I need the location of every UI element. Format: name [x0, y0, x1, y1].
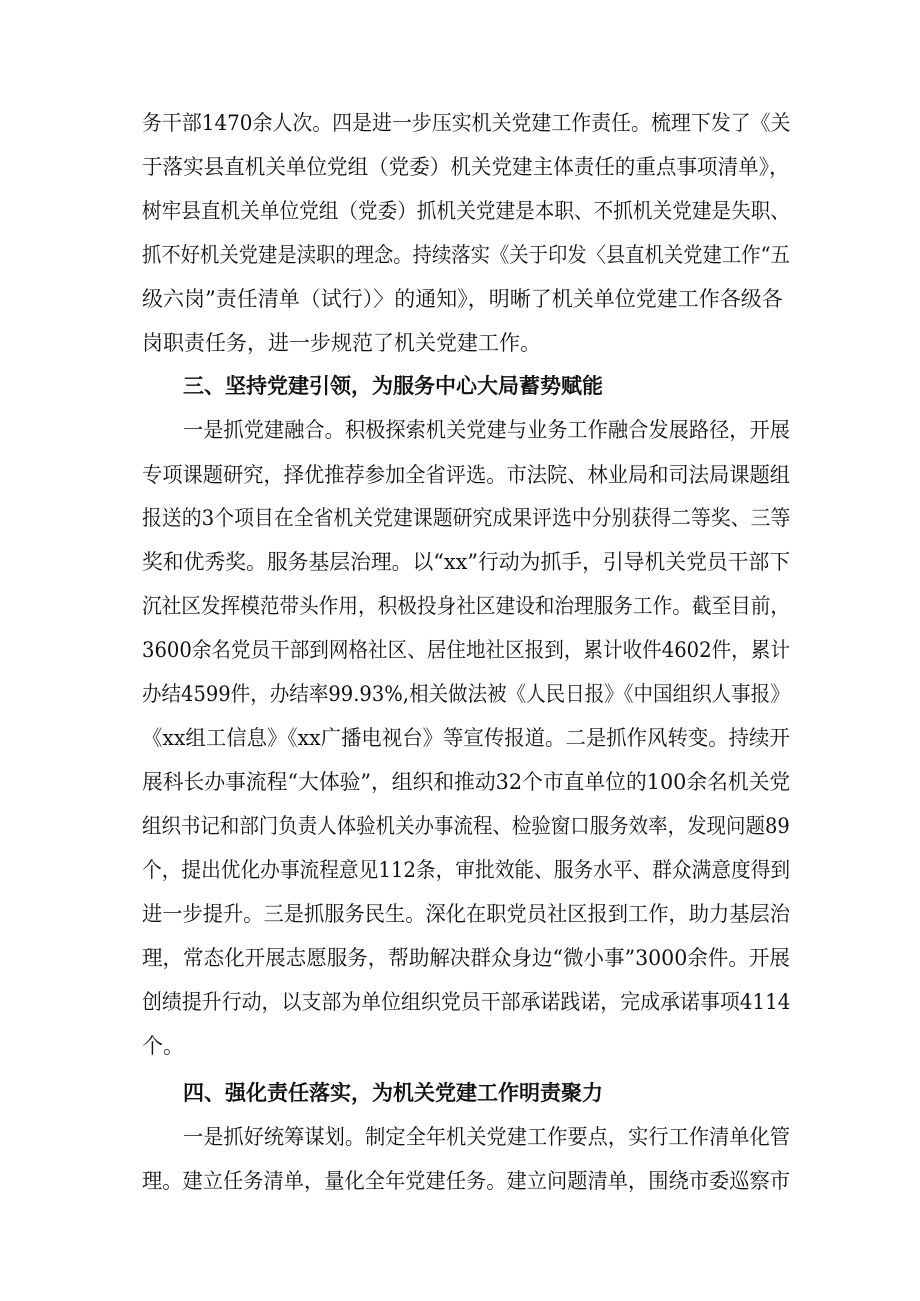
paragraph-line: 岗职责任务，进一步规范了机关党建工作。 [142, 331, 541, 355]
paragraph-line: 专项课题研究，择优推荐参加全省评选。市法院、林业局和司法局课题组 [142, 463, 791, 487]
paragraph-line: 报送的3个项目在全省机关党建课题研究成果评选中分别获得二等奖、三等 [142, 506, 791, 530]
paragraph-line: 理。建立任务清单，量化全年党建任务。建立问题清单，围绕市委巡察市 [142, 1169, 791, 1193]
section-heading-3: 三、坚持党建引领，为服务中心大局蓄势赋能 [183, 374, 603, 398]
paragraph-line: 《xx组工信息》《xx广播电视台》等宣传报道。二是抓作风转变。持续开 [142, 726, 790, 750]
section-heading-4: 四、强化责任落实，为机关党建工作明责聚力 [183, 1081, 603, 1105]
paragraph-line: 进一步提升。三是抓服务民生。深化在职党员社区报到工作，助力基层治 [142, 902, 791, 926]
paragraph-line: 3600余名党员干部到网格社区、居住地社区报到，累计收件4602件，累计 [142, 638, 790, 662]
paragraph-line: 一是抓好统筹谋划。制定全年机关党建工作要点，实行工作清单化管 [183, 1125, 791, 1149]
paragraph-line: 级六岗”责任清单（试行）〉的通知》，明晰了机关单位党建工作各级各 [142, 287, 783, 311]
paragraph-line: 个，提出优化办事流程意见112条，审批效能、服务水平、群众满意度得到 [142, 858, 791, 882]
paragraph-line: 理，常态化开展志愿服务，帮助解决群众身边“微小事”3000余件。开展 [142, 946, 790, 970]
paragraph-line: 务干部1470余人次。四是进一步压实机关党建工作责任。梳理下发了《关 [142, 111, 791, 135]
paragraph-line: 组织书记和部门负责人体验机关办事流程、检验窗口服务效率，发现问题89 [142, 814, 790, 838]
paragraph-line: 抓不好机关党建是渎职的理念。持续落实《关于印发〈县直机关党建工作“五 [142, 243, 790, 267]
paragraph-line: 树牢县直机关单位党组（党委）抓机关党建是本职、不抓机关党建是失职、 [142, 199, 791, 223]
paragraph-line: 展科长办事流程“大体验”，组织和推动32个市直单位的100余名机关党 [142, 770, 791, 794]
paragraph-line: 办结4599件，办结率99.93%,相关做法被《人民日报》《中国组织人事报》 [142, 682, 790, 706]
paragraph-line: 创绩提升行动，以支部为单位组织党员干部承诺践诺，完成承诺事项4114 [142, 990, 791, 1014]
paragraph-line: 一是抓党建融合。积极探索机关党建与业务工作融合发展路径，开展 [183, 418, 791, 442]
paragraph-line: 沉社区发挥模范带头作用，积极投身社区建设和治理服务工作。截至目前， [142, 594, 791, 618]
paragraph-line: 于落实县直机关单位党组（党委）机关党建主体责任的重点事项清单》， [142, 155, 790, 179]
paragraph-line: 个。 [142, 1034, 184, 1058]
paragraph-line: 奖和优秀奖。服务基层治理。以“xx”行动为抓手，引导机关党员干部下 [142, 550, 791, 574]
